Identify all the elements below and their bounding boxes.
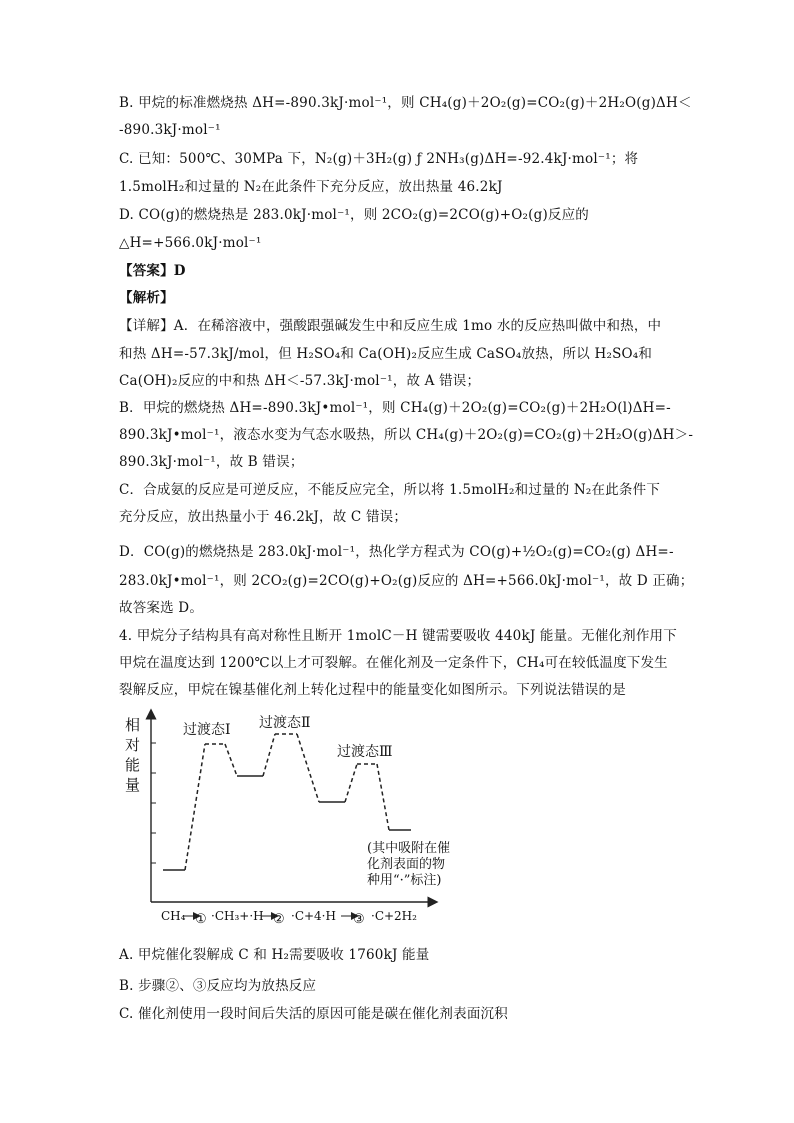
question-4-line-1: 4. 甲烷分子结构具有高对称性且断开 1molC－H 键需要吸收 440kJ 能量。无催化剂作用下 [119,628,677,644]
diagram-note [367,840,450,888]
option-c-line-2: 1.5molH₂和过量的 N₂在此条件下充分反应，放出热量 46.2kJ [119,179,503,195]
detail-line-10: 283.0kJ•mol⁻¹，则 2CO₂(g)=2CO(g)+O₂(g)反应的 ΔH=+566.0kJ·mol⁻¹，故 D 正确； [119,573,694,589]
detail-line-1: 【详解】A．在稀溶液中，强酸跟强碱发生中和反应生成 1mo 水的反应热叫做中和热，中 [119,318,662,334]
option-c-line-1: C. 已知：500℃、30MPa 下，N₂(g)＋3H₂(g) ƒ 2NH₃(g)ΔH=-92.4kJ·mol⁻¹；将 [119,151,639,167]
question-4-line-2: 甲烷在温度达到 1200℃以上才可裂解。在催化剂及一定条件下，CH₄可在较低温度下发生 [119,655,668,671]
note-line-1: (其中吸附在催 [367,841,451,856]
choice-b: B. 步骤②、③反应均为放热反应 [119,978,317,994]
y-ticks [151,743,156,863]
ts2-label: 过渡态Ⅱ [259,715,311,731]
energy-diagram [115,708,475,928]
y-axis-label [125,716,140,794]
ts3-label: 过渡态Ⅲ [337,744,393,760]
detail-line-8: 充分反应，放出热量小于 46.2kJ，故 C 错误； [119,509,408,525]
choice-c: C. 催化剂使用一段时间后失活的原因可能是碳在催化剂表面沉积 [119,1006,508,1022]
step-2-label: ② [273,912,285,927]
question-4-line-3: 裂解反应，甲烷在镍基催化剂上转化过程中的能量变化如图所示。下列说法错误的是 [119,682,626,698]
step-1-label: ① [195,912,207,927]
detail-line-9: D．CO(g)的燃烧热是 283.0kJ·mol⁻¹，热化学方程式为 CO(g)+½O₂(g)=CO₂(g) ΔH=- [119,544,674,560]
detail-line-3: Ca(OH)₂反应的中和热 ΔH＜-57.3kJ·mol⁻¹，故 A 错误； [119,373,481,389]
option-d-line-1: D. CO(g)的燃烧热是 283.0kJ·mol⁻¹，则 2CO₂(g)=2CO(g)+O₂(g)反应的 [119,207,590,223]
ylabel-char-2: 对 [125,736,141,754]
note-line-3: 种用“·”标注) [367,873,442,888]
option-d-line-2: △H=+566.0kJ·mol⁻¹ [119,235,262,251]
detail-line-6: 890.3kJ·mol⁻¹，故 B 错误； [119,454,304,470]
ts1-label: 过渡态Ⅰ [183,722,231,738]
detail-line-7: C．合成氨的反应是可逆反应，不能反应完全，所以将 1.5molH₂和过量的 N₂在此条件下 [119,482,661,498]
reaction-steps [161,909,417,927]
ylabel-char-1: 相 [125,716,141,734]
species-c-2h2: ·C+2H₂ [371,909,417,923]
species-c-4h: ·C+4·H [291,909,336,923]
analysis-label: 【解析】 [119,290,174,306]
species-ch4: CH₄ [161,909,186,923]
detail-line-11: 故答案选 D。 [119,600,204,616]
step-3-label: ③ [353,912,365,927]
ylabel-char-4: 量 [125,776,141,794]
choice-a: A. 甲烷催化裂解成 C 和 H₂需要吸收 1760kJ 能量 [119,947,430,963]
detail-line-4: B．甲烷的燃烧热 ΔH=-890.3kJ•mol⁻¹，则 CH₄(g)＋2O₂(g)=CO₂(g)＋2H₂O(l)ΔH=- [119,400,671,416]
species-ch3-h: ·CH₃+·H [211,909,264,923]
detail-line-5: 890.3kJ•mol⁻¹，液态水变为气态水吸热，所以 CH₄(g)＋2O₂(g)=CO₂(g)＋2H₂O(g)ΔH＞- [119,427,694,443]
answer-label: 【答案】D [119,263,186,279]
detail-line-2: 和热 ΔH=-57.3kJ/mol，但 H₂SO₄和 Ca(OH)₂反应生成 CaSO₄放热，所以 H₂SO₄和 [119,346,653,362]
option-b-line-2: -890.3kJ·mol⁻¹ [119,122,221,138]
option-b-line-1: B. 甲烷的标准燃烧热 ΔH=-890.3kJ·mol⁻¹，则 CH₄(g)＋2O₂(g)=CO₂(g)＋2H₂O(g)ΔH＜ [119,95,692,111]
ylabel-char-3: 能 [125,756,141,774]
note-line-2: 化剂表面的物 [367,857,446,872]
